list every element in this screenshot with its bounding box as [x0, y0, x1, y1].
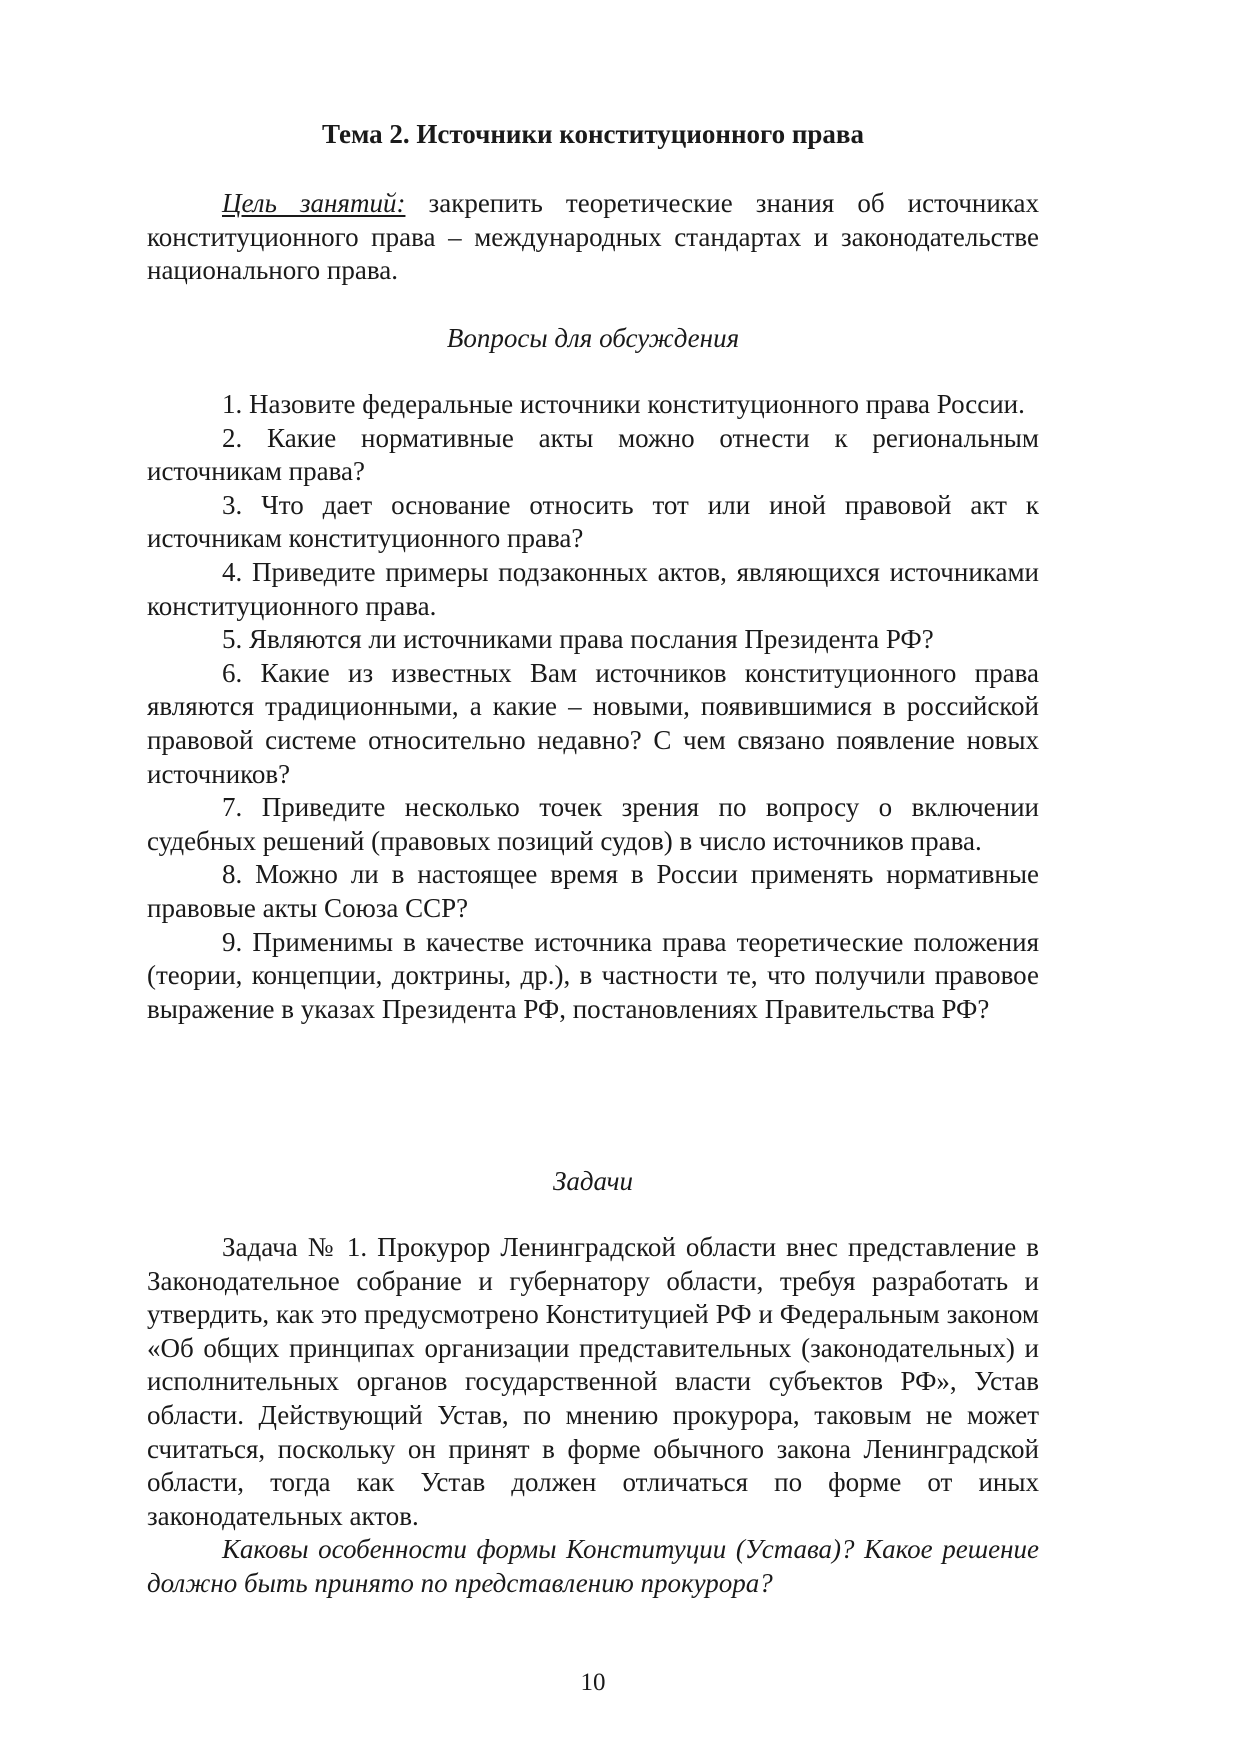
- lesson-goal: [147, 187, 1039, 288]
- task-1-text: Задача № 1. Прокурор Ленинградской области внес представление в Законодательное собрание и губернатору области, требуя разработать и утвердить, как это предусмотрено Конституцией РФ и Федеральным законом «Об общих принципах организации представительных (законодательных) и исполнительных органов государственной власти субъектов РФ», Устав области. Действующий Устав, по мнению прокурора, таковым не может считаться, поскольку он принят в форме обычного закона Ленинградской области, тогда как Устав должен отличаться по форме от иных законодательных актов.: [147, 1232, 1039, 1531]
- goal-label: Цель занятий:: [222, 188, 406, 218]
- question-item: 6. Какие из известных Вам источников конституционного права являются традиционными, а какие – новыми, появившимися в российской правовой системе относительно недавно? С чем связано появление новых источников?: [147, 657, 1039, 789]
- page-number: 10: [580, 1669, 606, 1696]
- question-item: 8. Можно ли в настоящее время в России применять нормативные правовые акты Союза ССР?: [147, 859, 1039, 923]
- task-1: [147, 1231, 1039, 1601]
- question-item: 5. Являются ли источниками права послания Президента РФ?: [222, 624, 934, 655]
- questions-heading: Вопросы для обсуждения: [446, 323, 740, 353]
- question-item: 7. Приведите несколько точек зрения по вопросу о включении судебных решений (правовых позиций судов) в число источников права.: [147, 792, 1039, 856]
- page-title: Тема 2. Источники конституционного права: [321, 119, 864, 149]
- goal-text: закрепить теоретические знания об источниках конституционного права – международных стандартах и законодательстве национального права.: [147, 188, 1039, 286]
- question-item: 9. Применимы в качестве источника права теоретические положения (теории, концепции, доктрины, др.), в частности те, что получили правовое выражение в указах Президента РФ, постановлениях Правительства РФ?: [147, 926, 1039, 1024]
- question-item: 4. Приведите примеры подзаконных актов, являющихся источниками конституционного права.: [147, 556, 1039, 621]
- question-item: 3. Что дает основание относить тот или иной правовой акт к источникам конституционного права?: [147, 489, 1039, 554]
- tasks-heading: Задачи: [552, 1166, 634, 1196]
- task-1-question: Каковы особенности формы Конституции (Устава)? Какое решение должно быть принято по представлению прокурора?: [147, 1534, 1039, 1598]
- question-item: 1. Назовите федеральные источники конституционного права России.: [222, 389, 1025, 419]
- questions-list: [147, 388, 1039, 1026]
- question-item: 2. Какие нормативные акты можно отнести к региональным источникам права?: [147, 422, 1039, 487]
